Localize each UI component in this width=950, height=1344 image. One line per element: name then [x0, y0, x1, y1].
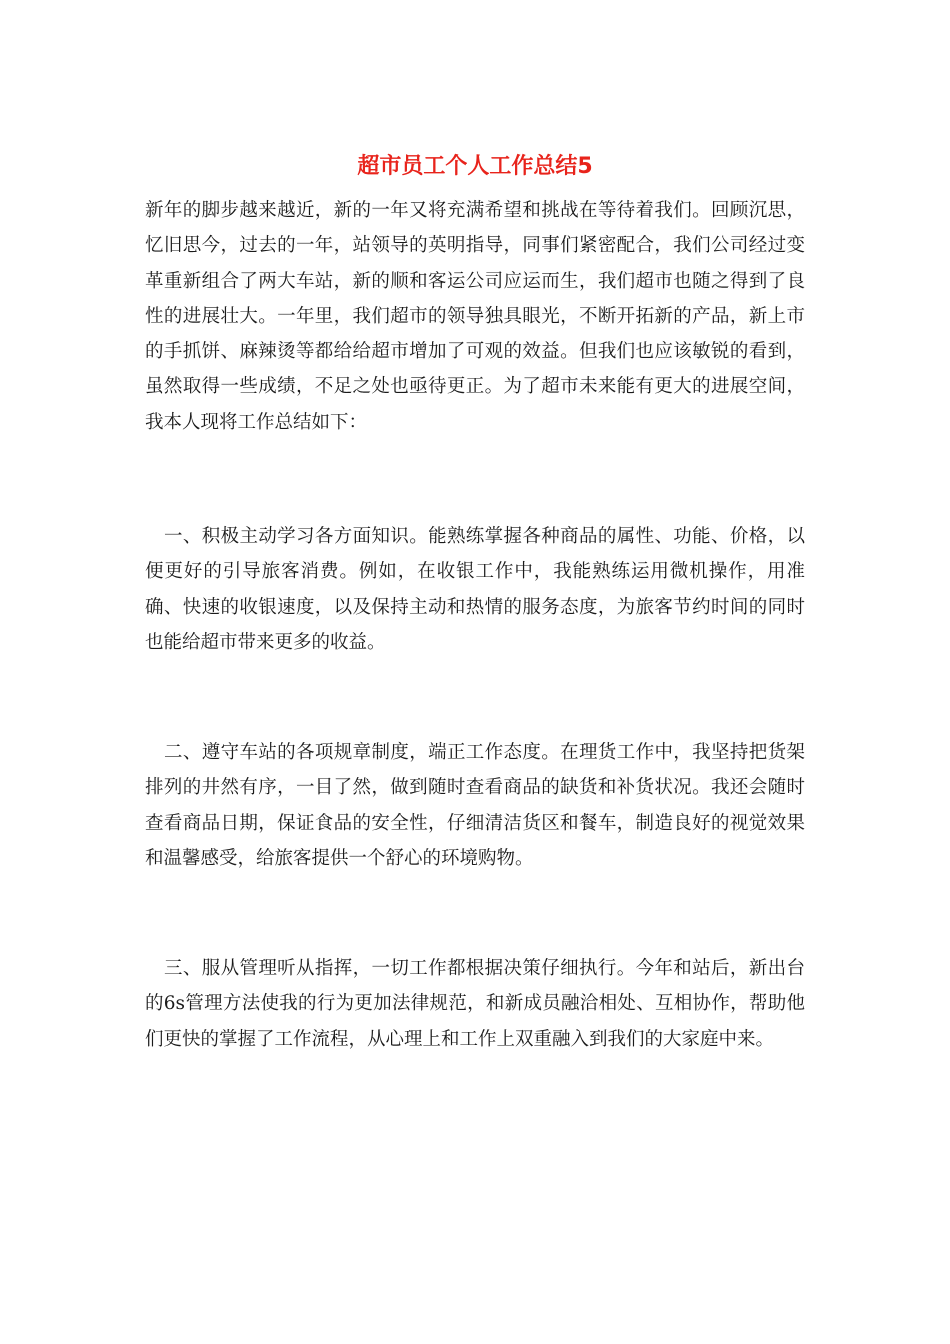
paragraph-section-three: 三、服从管理听从指挥，一切工作都根据决策仔细执行。今年和站后，新出台的6s管理方法使我的行为更加法律规范，和新成员融洽相处、互相协作，帮助他们更快的掌握了工作流程，从心理上和工作上双重融入到我们的大家庭中来。 [145, 958, 805, 1050]
document-title: 超市员工个人工作总结5 [357, 154, 593, 179]
paragraph-intro: 新年的脚步越来越近，新的一年又将充满希望和挑战在等待着我们。回顾沉思，忆旧思今，过去的一年，站领导的英明指导，同事们紧密配合，我们公司经过变革重新组合了两大车站，新的顺和客运公司应运而生，我们超市也随之得到了良性的进展壮大。一年里，我们超市的领导独具眼光，不断开拓新的产品，新上市的手抓饼、麻辣烫等都给给超市增加了可观的效益。但我们也应该敏锐的看到，虽然取得一些成绩，不足之处也亟待更正。为了超市未来能有更大的进展空间，我本人现将工作总结如下： [145, 200, 805, 433]
paragraph-section-one: 一、积极主动学习各方面知识。能熟练掌握各种商品的属性、功能、价格，以便更好的引导旅客消费。例如，在收银工作中，我能熟练运用微机操作，用准确、快速的收银速度，以及保持主动和热情的服务态度，为旅客节约时间的同时也能给超市带来更多的收益。 [145, 526, 805, 653]
paragraph-section-two: 二、遵守车站的各项规章制度，端正工作态度。在理货工作中，我坚持把货架排列的井然有序，一目了然，做到随时查看商品的缺货和补货状况。我还会随时查看商品日期，保证食品的安全性，仔细清洁货区和餐车，制造良好的视觉效果和温馨感受，给旅客提供一个舒心的环境购物。 [145, 742, 805, 869]
